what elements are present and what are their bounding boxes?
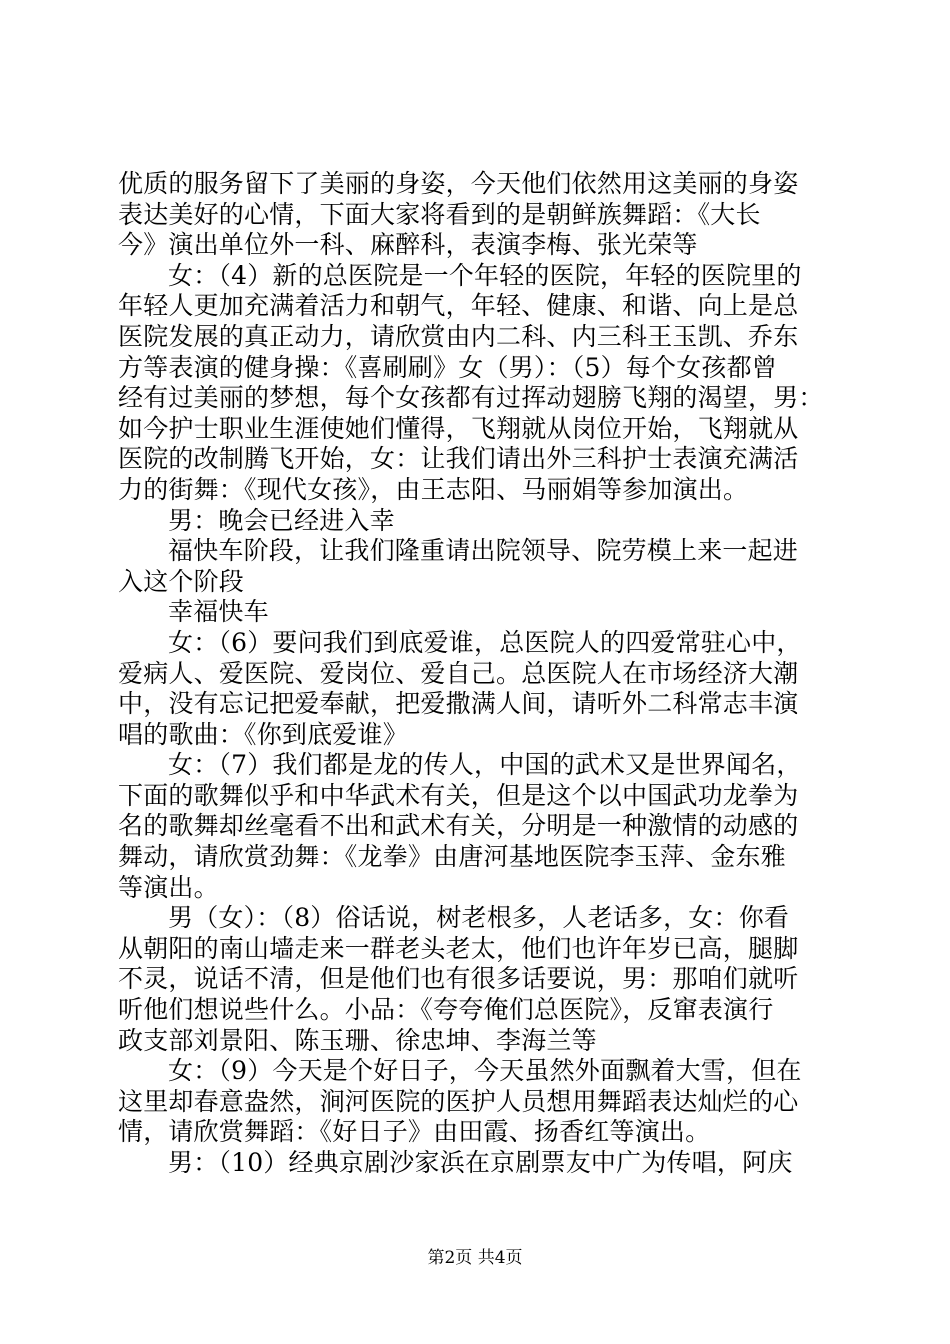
text-line: 女：（6）要问我们到底爱谁，总医院人的四爱常驻心中， (168, 627, 802, 657)
text-line: 女：（9）今天是个好日子，今天虽然外面飘着大雪，但在 (168, 1056, 802, 1086)
text-line: 听他们想说些什么。小品：《夸夸俺们总医院》，反窜表演行 (118, 995, 774, 1025)
text-line: 方等表演的健身操：《喜刷刷》女（男）：（5）每个女孩都曾 (118, 352, 778, 382)
text-line: 这里却春意盎然，涧河医院的医护人员想用舞蹈表达灿烂的心 (118, 1086, 799, 1116)
text-line: 今》演出单位外一科、麻醉科，表演李梅、张光荣等 (118, 230, 698, 260)
text-line: 男：（10）经典京剧沙家浜在京剧票友中广为传唱，阿庆 (168, 1148, 793, 1177)
text-line: 中，没有忘记把爱奉献，把爱撒满人间，请听外二科常志丰演 (118, 689, 799, 719)
text-line: 舞动，请欣赏劲舞：《龙拳》由唐河基地医院李玉萍、金东雅 (118, 842, 786, 872)
text-line: 等演出。 (118, 872, 219, 902)
text-line: 入这个阶段 (118, 566, 245, 596)
text-line: 唱的歌曲：《你到底爱谁》 (118, 719, 408, 749)
text-line: 男：晚会已经进入幸 (168, 505, 395, 535)
text-line: 政支部刘景阳、陈玉珊、徐忠坤、李海兰等 (118, 1025, 597, 1055)
text-line: 不灵，说话不清，但是他们也有很多话要说，男：那咱们就听 (118, 964, 799, 994)
text-line: 医院发展的真正动力，请欣赏由内二科、内三科王玉凯、乔东 (118, 321, 799, 351)
text-line: 下面的歌舞似乎和中华武术有关，但是这个以中国武功龙拳为 (118, 780, 799, 810)
text-line: 年轻人更加充满着活力和朝气，年轻、健康、和谐、向上是总 (118, 291, 799, 321)
text-line: 优质的服务留下了美丽的身姿，今天他们依然用这美丽的身姿 (118, 169, 799, 198)
text-line: 名的歌舞却丝毫看不出和武术有关，分明是一种激情的动感的 (118, 811, 799, 841)
text-line: 从朝阳的南山墙走来一群老头老太，他们也许年岁已高，腿脚 (118, 933, 799, 963)
text-line: 男（女）：（8）俗话说，树老根多，人老话多，女：你看 (168, 903, 790, 933)
text-line: 爱病人、爱医院、爱岗位、爱自己。总医院人在市场经济大潮 (118, 658, 799, 688)
text-line: 福快车阶段，让我们隆重请出院领导、院劳模上来一起进 (168, 536, 799, 566)
text-line: 女：（4）新的总医院是一个年轻的医院，年轻的医院里的 (168, 260, 802, 290)
text-line: 经有过美丽的梦想，每个女孩都有过挥动翅膀飞翔的渴望，男： (118, 383, 824, 413)
text-line: 力的街舞：《现代女孩》，由王志阳、马丽娟等参加演出。 (118, 474, 749, 504)
text-line: 女：（7）我们都是龙的传人，中国的武术又是世界闻名， (168, 750, 802, 780)
text-line: 情，请欣赏舞蹈：《好日子》由田霞、扬香红等演出。 (118, 1117, 711, 1147)
document-body (118, 169, 838, 1179)
text-line: 表达美好的心情，下面大家将看到的是朝鲜族舞蹈：《大长 (118, 199, 761, 229)
text-line: 幸福快车 (168, 597, 269, 627)
text-line: 如今护士职业生涯使她们懂得，飞翔就从岗位开始，飞翔就从 (118, 413, 799, 443)
page-footer: 第2页 共4页 (427, 1248, 523, 1268)
text-line: 医院的改制腾飞开始，女：让我们请出外三科护士表演充满活 (118, 444, 799, 474)
